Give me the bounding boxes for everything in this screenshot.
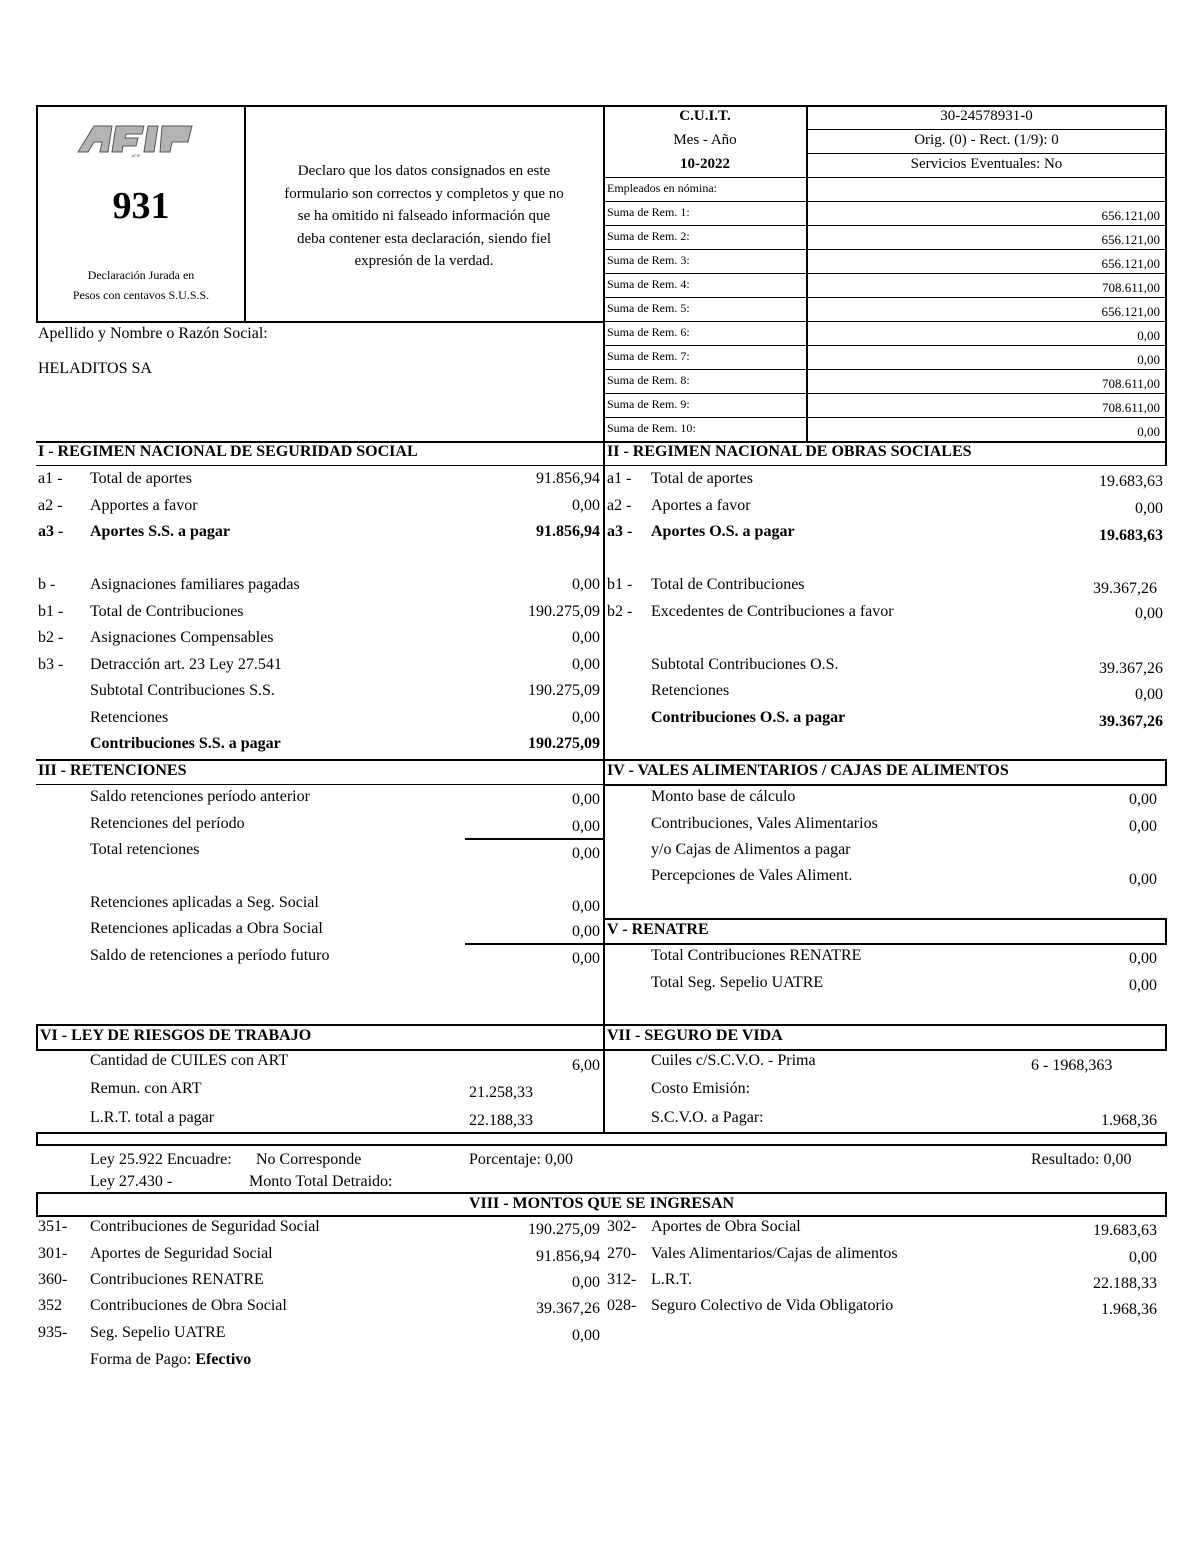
s8-right-label: Vales Alimentarios/Cajas de alimentos — [651, 1245, 898, 1262]
s2-label: Retenciones — [651, 682, 730, 699]
cuit-value: 30-24578931-0 — [940, 108, 1033, 124]
s8-right-label: L.R.T. — [651, 1271, 693, 1288]
s7-cuiles-value: 6 - 1968,363 — [1031, 1057, 1113, 1074]
rem-value: 0,00 — [1137, 352, 1160, 367]
s1-label: Contribuciones S.S. a pagar — [90, 735, 281, 752]
header-box-divider — [244, 105, 246, 323]
s7-scvo-label: S.C.V.O. a Pagar: — [651, 1109, 764, 1126]
s1-value: 0,00 — [572, 629, 600, 646]
s5-label: Total Seg. Sepelio UATRE — [651, 974, 824, 991]
s1-label: Asignaciones Compensables — [90, 629, 274, 646]
declaration-line: deba contener esta declaración, siendo fiel — [296, 230, 552, 247]
s2-label: Total de aportes — [651, 470, 753, 487]
s1-value: 91.856,94 — [536, 470, 600, 487]
s2-value: 0,00 — [1135, 500, 1163, 517]
s1-label: Aportes S.S. a pagar — [90, 523, 231, 540]
s3-value: 0,00 — [572, 791, 600, 808]
s3-top — [36, 759, 1167, 761]
s2-code: a3 - — [607, 523, 633, 540]
s7-cuiles-label: Cuiles c/S.C.V.O. - Prima — [651, 1052, 816, 1069]
cuit-label: C.U.I.T. — [679, 108, 731, 124]
header-box-bottom — [36, 321, 604, 323]
s2-label: Excedentes de Contribuciones a favor — [651, 603, 894, 620]
main-divider-bottom — [603, 1024, 605, 1134]
s8-right-code: 312- — [607, 1271, 637, 1288]
s4-title-bottom — [603, 784, 1167, 786]
s8-left-label: Contribuciones de Seguridad Social — [90, 1218, 320, 1235]
s8-right-code: 270- — [607, 1245, 637, 1262]
s3-value: 0,00 — [572, 818, 600, 835]
s2-title-right — [1165, 441, 1167, 466]
s1-code: a2 - — [38, 497, 63, 514]
s1-value: 0,00 — [572, 709, 600, 726]
s7-scvo-value: 1.968,36 — [1101, 1112, 1157, 1129]
s2-value: 0,00 — [1135, 686, 1163, 703]
s7-title: VII - SEGURO DE VIDA — [607, 1027, 783, 1044]
s3-label: Retenciones aplicadas a Seg. Social — [90, 894, 319, 911]
rem-label: Suma de Rem. 8: — [607, 373, 690, 387]
rem-value: 708.611,00 — [1101, 400, 1160, 415]
s2-title: II - REGIMEN NACIONAL DE OBRAS SOCIALES — [607, 443, 972, 460]
rem-value: 708.611,00 — [1101, 376, 1160, 391]
s8-left-label: Aportes de Seguridad Social — [90, 1245, 273, 1262]
forma-pago — [90, 1351, 251, 1369]
s8-left-code: 351- — [38, 1218, 68, 1235]
rgrid-h — [603, 177, 1167, 178]
rgrid-h — [603, 273, 1167, 274]
s8-top — [36, 1192, 1167, 1194]
s6-cuiles-label: Cantidad de CUILES con ART — [90, 1052, 289, 1069]
s8-left-value: 0,00 — [572, 1274, 600, 1291]
s6-top — [36, 1024, 1167, 1026]
s8-left-value: 39.367,26 — [536, 1300, 600, 1317]
s4-contrib-value: 0,00 — [1129, 818, 1157, 835]
s1-value: 190.275,09 — [528, 603, 600, 620]
razon-social: HELADITOS SA — [38, 360, 152, 377]
s3-value: 0,00 — [572, 923, 600, 940]
monto-detraido-label: Monto Total Detraido: — [249, 1173, 393, 1190]
s5-top — [603, 918, 1167, 920]
s4-monto-base-label: Monto base de cálculo — [651, 788, 796, 805]
s1-label: Total de Contribuciones — [90, 603, 244, 620]
rgrid-h — [603, 345, 1167, 346]
s2-code: b2 - — [607, 603, 633, 620]
s3-label: Retenciones aplicadas a Obra Social — [90, 920, 323, 937]
s4-monto-base-value: 0,00 — [1129, 791, 1157, 808]
s8-right-label: Aportes de Obra Social — [651, 1218, 801, 1235]
s8-left-value: 190.275,09 — [528, 1221, 600, 1238]
s8-right-label: Seguro Colectivo de Vida Obligatorio — [651, 1297, 894, 1314]
s3-value: 0,00 — [572, 845, 600, 862]
s7-title-right — [1165, 1024, 1167, 1051]
sep-box-top — [36, 1132, 1167, 1134]
afip-logo-text: AFIP — [131, 153, 141, 158]
sep-box-right — [1165, 1132, 1167, 1146]
s6-title: VI - LEY DE RIESGOS DE TRABAJO — [40, 1027, 312, 1044]
rem-label: Suma de Rem. 9: — [607, 397, 690, 411]
s5-title-right — [1165, 918, 1167, 945]
s4-percepciones-value: 0,00 — [1129, 871, 1157, 888]
form-number: 931 — [112, 185, 170, 227]
s3-label: Retenciones del período — [90, 815, 245, 832]
s2-value: 39.367,26 — [1093, 580, 1157, 597]
s8-title: VIII - MONTOS QUE SE INGRESAN — [468, 1195, 735, 1212]
sep-box-left — [36, 1132, 38, 1146]
s8-right-value: 1.968,36 — [1101, 1301, 1157, 1318]
s1-code: b2 - — [38, 629, 64, 646]
rem-label: Suma de Rem. 7: — [607, 349, 690, 363]
s8-left-value: 0,00 — [572, 1327, 600, 1344]
s2-code: b1 - — [607, 576, 633, 593]
s6-title-bottom — [36, 1049, 1167, 1051]
rem-value: 656.121,00 — [1101, 232, 1160, 247]
s8-right-code: 302- — [607, 1218, 637, 1235]
s1-label: Asignaciones familiares pagadas — [90, 576, 300, 593]
razon-social-label: Apellido y Nombre o Razón Social: — [38, 325, 268, 342]
declaration-line: se ha omitido ni falseado información que — [297, 208, 551, 224]
forma-pago-label: Forma de Pago: — [90, 1351, 192, 1368]
s1-code: b1 - — [38, 603, 64, 620]
s8-left-label: Seg. Sepelio UATRE — [90, 1324, 226, 1341]
s6-remun-label: Remun. con ART — [90, 1080, 202, 1097]
s3-label: Saldo retenciones período anterior — [90, 788, 310, 805]
s1-code: b - — [38, 576, 56, 593]
period: 10-2022 — [680, 156, 730, 172]
rgrid-h — [603, 225, 1167, 226]
rgrid-h — [806, 129, 1167, 130]
rem-value: 656.121,00 — [1101, 256, 1160, 271]
s2-label: Subtotal Contribuciones O.S. — [651, 656, 839, 673]
rem-value: 0,00 — [1137, 328, 1160, 343]
s5-title-bottom — [603, 943, 1167, 945]
form-subtitle-1: Declaración Jurada en — [87, 268, 195, 282]
s8-right-value: 22.188,33 — [1093, 1275, 1157, 1292]
s1-value: 190.275,09 — [528, 682, 600, 699]
s5-value: 0,00 — [1129, 977, 1157, 994]
s8-left-code: 360- — [38, 1271, 68, 1288]
main-divider-top — [603, 105, 605, 761]
s6-lrt-label: L.R.T. total a pagar — [90, 1109, 215, 1126]
rem-label: Suma de Rem. 2: — [607, 229, 690, 243]
rgrid-h — [603, 321, 1167, 322]
rem-value: 656.121,00 — [1101, 208, 1160, 223]
resultado: Resultado: 0,00 — [1031, 1151, 1132, 1168]
porcentaje: Porcentaje: 0,00 — [469, 1151, 573, 1168]
s1-label: Detracción art. 23 Ley 27.541 — [90, 656, 282, 673]
s1-label: Subtotal Contribuciones S.S. — [90, 682, 275, 699]
s1-value: 0,00 — [572, 497, 600, 514]
s6-title-left — [36, 1024, 38, 1051]
orig-rect: Orig. (0) - Rect. (1/9): 0 — [914, 132, 1059, 148]
rem-label: Suma de Rem. 3: — [607, 253, 690, 267]
declaration-line: expresión de la verdad. — [354, 253, 494, 269]
s8-left-code: 352 — [38, 1297, 62, 1314]
header-box-top — [36, 105, 604, 107]
s1-code: a3 - — [38, 523, 64, 540]
rem-value: 656.121,00 — [1101, 304, 1160, 319]
rem-label: Suma de Rem. 4: — [607, 277, 690, 291]
s8-left-value: 91.856,94 — [536, 1248, 600, 1265]
s1-title: I - REGIMEN NACIONAL DE SEGURIDAD SOCIAL — [38, 443, 418, 460]
s3-value: 0,00 — [572, 898, 600, 915]
s1-label: Total de aportes — [90, 470, 192, 487]
rem-label: Suma de Rem. 1: — [607, 205, 690, 219]
s8-left-label: Contribuciones de Obra Social — [90, 1297, 287, 1314]
s3-sum-line-1 — [465, 838, 603, 840]
s2-code: a2 - — [607, 497, 632, 514]
s2-value: 19.683,63 — [1099, 527, 1163, 544]
rem-label: Suma de Rem. 10: — [607, 421, 696, 435]
s8-left-code: 301- — [38, 1245, 68, 1262]
s3-title-bottom — [36, 784, 605, 785]
s8-left-code: 935- — [38, 1324, 68, 1341]
s7-costo-label: Costo Emisión: — [651, 1080, 751, 1097]
declaration-line: Declaro que los datos consignados en este — [297, 163, 551, 179]
main-divider-mid — [603, 759, 605, 1033]
declaration-line: formulario son correctos y completos y que no — [284, 185, 564, 202]
rgrid-h — [603, 393, 1167, 394]
s4-contrib-label-1: Contribuciones, Vales Alimentarios — [651, 815, 878, 832]
empleados-label: Empleados en nómina: — [607, 181, 717, 195]
s1-value: 0,00 — [572, 576, 600, 593]
s8-right-code: 028- — [607, 1297, 637, 1314]
rem-label: Suma de Rem. 6: — [607, 325, 690, 339]
s2-label: Aportes a favor — [651, 497, 751, 514]
s6-lrt-value: 22.188,33 — [469, 1112, 533, 1129]
ley27430-label: Ley 27.430 - — [90, 1173, 173, 1190]
s2-value: 39.367,26 — [1099, 713, 1163, 730]
ley25922-value: No Corresponde — [256, 1151, 362, 1168]
mes-anio-label: Mes - Año — [673, 132, 737, 148]
s1-value: 0,00 — [572, 656, 600, 673]
s1-code: b3 - — [38, 656, 64, 673]
rgrid-top — [603, 105, 1167, 107]
sep-box-bottom — [36, 1144, 1167, 1146]
s1-title-bottom — [36, 465, 1167, 466]
rgrid-h — [603, 201, 1167, 202]
s5-value: 0,00 — [1129, 950, 1157, 967]
s2-value: 19.683,63 — [1099, 473, 1163, 490]
s8-left-label: Contribuciones RENATRE — [90, 1271, 264, 1288]
rgrid-h — [603, 417, 1167, 418]
s2-code: a1 - — [607, 470, 632, 487]
s3-sum-line-2 — [465, 943, 603, 945]
s4-contrib-label-2: y/o Cajas de Alimentos a pagar — [651, 841, 851, 858]
s1-value: 91.856,94 — [536, 523, 600, 540]
s3-label: Total retenciones — [90, 841, 200, 858]
declaration-text — [248, 160, 600, 273]
s1-label: Apportes a favor — [90, 497, 198, 514]
s2-value: 0,00 — [1135, 605, 1163, 622]
rgrid-h — [603, 369, 1167, 370]
s1-code: a1 - — [38, 470, 63, 487]
s2-label: Aportes O.S. a pagar — [651, 523, 795, 540]
rem-value: 0,00 — [1137, 424, 1160, 439]
rgrid-h — [806, 153, 1167, 154]
s1-value: 190.275,09 — [528, 735, 600, 752]
s5-title: V - RENATRE — [607, 921, 709, 938]
s2-label: Total de Contribuciones — [651, 576, 805, 593]
rgrid-h — [603, 297, 1167, 298]
s3-title: III - RETENCIONES — [38, 762, 187, 779]
s4-title: IV - VALES ALIMENTARIOS / CAJAS DE ALIMENTOS — [607, 762, 1009, 779]
ley25922-label: Ley 25.922 Encuadre: — [90, 1151, 232, 1168]
s4-title-right — [1165, 759, 1167, 786]
s2-label: Contribuciones O.S. a pagar — [651, 709, 846, 726]
forma-pago-value: Efectivo — [195, 1351, 252, 1368]
rem-label: Suma de Rem. 5: — [607, 301, 690, 315]
s3-label: Saldo de retenciones a período futuro — [90, 947, 330, 964]
s3-value: 0,00 — [572, 950, 600, 967]
s8-right-value: 0,00 — [1129, 1249, 1157, 1266]
s8-right-value: 19.683,63 — [1093, 1222, 1157, 1239]
rem-value: 708.611,00 — [1101, 280, 1160, 295]
s1-label: Retenciones — [90, 709, 169, 726]
s2-value: 39.367,26 — [1099, 660, 1163, 677]
form-subtitle-2: Pesos con centavos S.U.S.S. — [72, 288, 210, 302]
s6-remun-value: 21.258,33 — [469, 1084, 533, 1101]
rgrid-h — [603, 249, 1167, 250]
s4-percepciones-label: Percepciones de Vales Aliment. — [651, 867, 853, 884]
s5-label: Total Contribuciones RENATRE — [651, 947, 862, 964]
afip-logo — [74, 122, 198, 158]
servicios-eventuales: Servicios Eventuales: No — [910, 156, 1063, 172]
s6-cuiles-value: 6,00 — [572, 1057, 600, 1074]
s8-title-bottom — [36, 1215, 1167, 1217]
